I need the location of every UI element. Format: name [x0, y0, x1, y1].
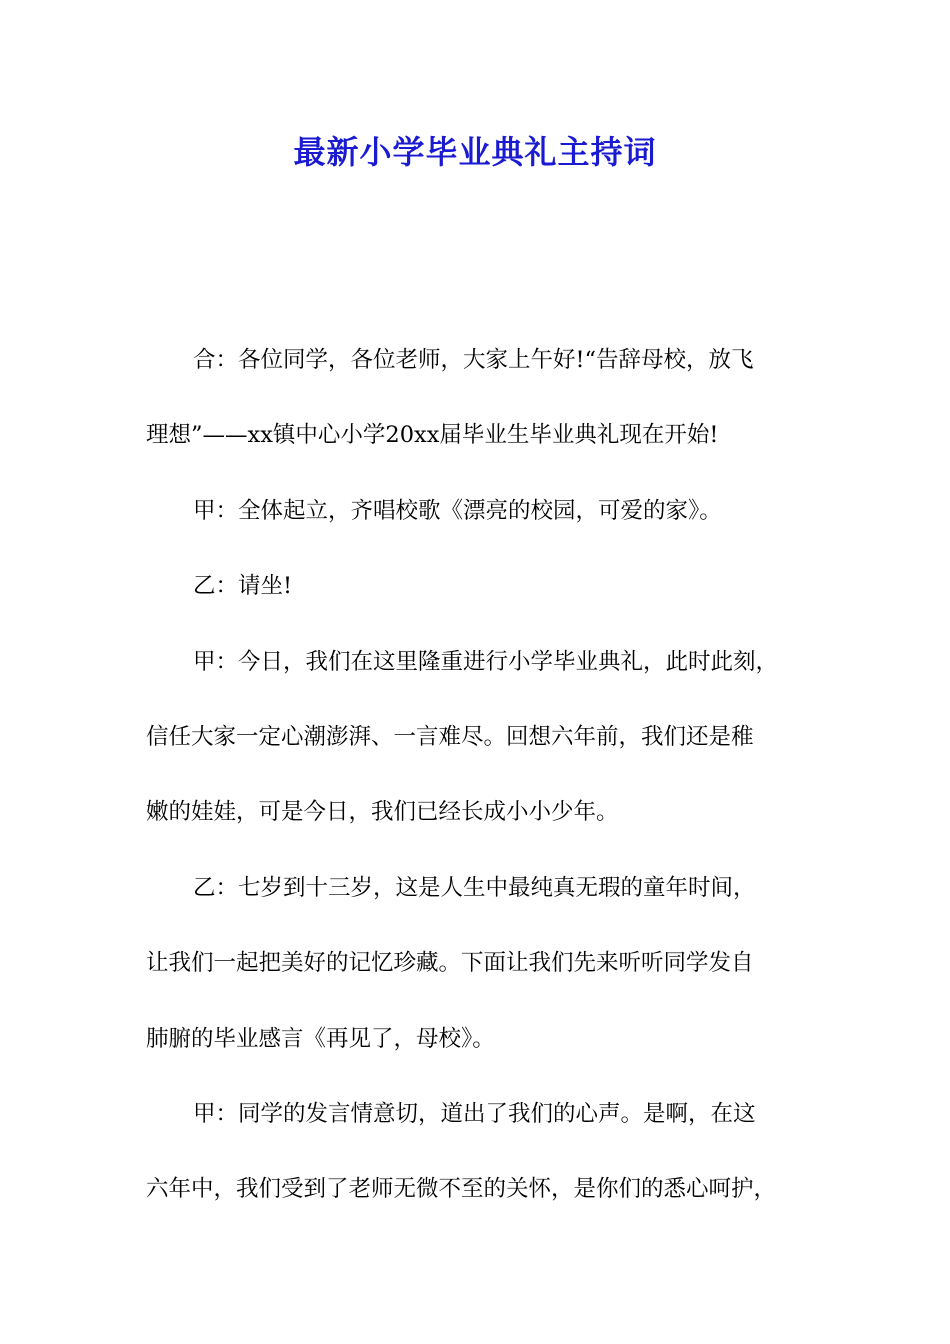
text-line: 嫩的娃娃，可是今日，我们已经长成小小少年。	[146, 799, 619, 826]
text-line: 甲：同学的发言情意切，道出了我们的心声。是啊，在这	[193, 1100, 756, 1127]
text-line: 理想”——xx镇中心小学20xx届毕业生毕业典礼现在开始!	[146, 422, 719, 449]
text-line: 让我们一起把美好的记忆珍藏。下面让我们先来听听同学发自	[146, 950, 754, 977]
text-line: 甲：全体起立，齐唱校歌《漂亮的校园，可爱的家》。	[193, 497, 722, 524]
text-line: 乙：七岁到十三岁，这是人生中最纯真无瑕的童年时间，	[193, 874, 756, 901]
document-title: 最新小学毕业典礼主持词	[293, 133, 657, 171]
text-line: 六年中，我们受到了老师无微不至的关怀，是你们的悉心呵护，	[146, 1176, 777, 1203]
text-line: 乙：请坐!	[193, 573, 293, 600]
text-line: 合：各位同学，各位老师，大家上午好!“告辞母校，放飞	[193, 347, 754, 373]
document-body	[146, 334, 822, 1239]
text-line: 肺腑的毕业感言《再见了，母校》。	[146, 1025, 495, 1052]
text-line: 甲：今日，我们在这里隆重进行小学毕业典礼，此时此刻，	[193, 648, 779, 675]
text-line: 信任大家一定心潮澎湃、一言难尽。回想六年前，我们还是稚	[146, 723, 754, 750]
